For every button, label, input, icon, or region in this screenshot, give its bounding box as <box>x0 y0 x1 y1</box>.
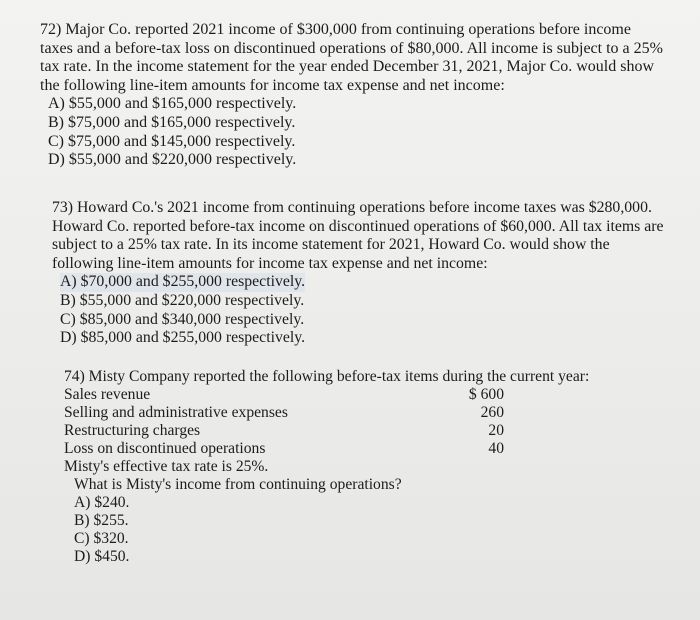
question-text-line: the following line-item amounts for income tax expense and net income: <box>40 76 505 94</box>
question-intro: 74) Misty Company reported the following before-tax items during the current year: <box>64 368 590 385</box>
table-row <box>64 422 504 440</box>
item-amount: 20 <box>488 422 504 439</box>
question-text-line: tax rate. In the income statement for the year ended December 31, 2021, Major Co. would show <box>40 58 655 76</box>
answer-option-b: B) $55,000 and $220,000 respectively. <box>60 291 305 309</box>
item-label: Loss on discontinued operations <box>64 440 266 457</box>
question-text-line: 73) Howard Co.'s 2021 income from continuing operations before income taxes was $280,000. <box>52 199 652 216</box>
answer-option-b: B) $255. <box>74 512 129 529</box>
question-text-line: following line-item amounts for income tax expense and net income: <box>52 254 488 272</box>
answer-option-c: C) $85,000 and $340,000 respectively. <box>60 310 305 328</box>
question-text-line: Howard Co. reported before-tax income on discontinued operations of $60,000. All tax items are <box>52 217 664 235</box>
selection-highlight: A) $70,000 and $255,000 respectively. <box>60 273 306 291</box>
item-amount: 40 <box>488 440 504 457</box>
question-text-line: 72) Major Co. reported 2021 income of $300,000 from continuing operations before income <box>40 21 631 38</box>
before-tax-items-table <box>64 386 504 458</box>
answer-option-d: D) $55,000 and $220,000 respectively. <box>48 151 297 169</box>
item-amount: 260 <box>480 404 504 421</box>
table-row <box>64 440 504 458</box>
answer-option-c: C) $320. <box>74 530 129 547</box>
question-72 <box>40 21 663 170</box>
answer-option-a <box>52 273 664 292</box>
question-74 <box>64 368 589 566</box>
question-prompt: What is Misty's income from continuing operations? <box>74 476 402 493</box>
question-73 <box>52 199 664 348</box>
item-amount: $ 600 <box>468 386 504 403</box>
item-label: Selling and administrative expenses <box>64 404 288 421</box>
answer-option-a: A) $55,000 and $165,000 respectively. <box>48 95 297 113</box>
item-label: Restructuring charges <box>64 422 201 439</box>
tax-rate-note: Misty's effective tax rate is 25%. <box>64 458 269 475</box>
question-text-line: taxes and a before-tax loss on discontinued operations of $80,000. All income is subject to a 25% <box>40 39 663 57</box>
table-row <box>64 386 504 404</box>
answer-option-c: C) $75,000 and $145,000 respectively. <box>48 132 296 150</box>
table-row <box>64 404 504 422</box>
item-label: Sales revenue <box>64 386 151 403</box>
answer-option-d: D) $450. <box>74 548 130 565</box>
answer-option-b: B) $75,000 and $165,000 respectively. <box>48 113 296 131</box>
answer-option-d: D) $85,000 and $255,000 respectively. <box>60 329 306 347</box>
answer-option-a: A) $240. <box>74 494 130 511</box>
question-text-line: subject to a 25% tax rate. In its income statement for 2021, Howard Co. would show the <box>52 236 610 254</box>
